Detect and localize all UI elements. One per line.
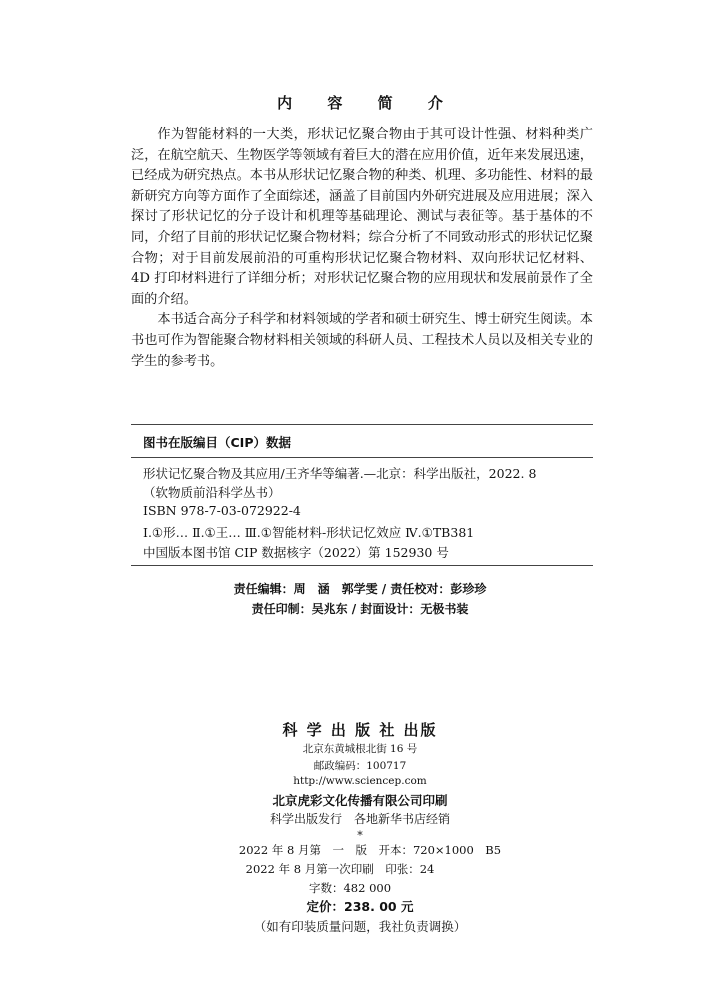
credits-line-1: 责任编辑：周 涵 郭学雯 / 责任校对：彭珍珍: [233, 582, 487, 596]
cip-line-classification: Ⅰ.①形… Ⅱ.①王… Ⅲ.①智能材料-形状记忆效应 Ⅳ.①TB381: [143, 525, 475, 540]
publisher-postcode: 邮政编码：100717: [313, 760, 407, 772]
section-heading: 内 容 简 介: [277, 94, 458, 112]
quality-notice: （如有印装质量问题，我社负责调换）: [253, 919, 467, 934]
cip-line-cip-number: 中国版本图书馆 CIP 数据核字（2022）第 152930 号: [143, 545, 449, 560]
separator-star: *: [357, 829, 363, 842]
cip-line-isbn: ISBN 978-7-03-072922-4: [143, 503, 301, 518]
intro-text: [131, 125, 593, 372]
publisher-url: http://www.sciencep.com: [293, 775, 427, 787]
distribution-line: 科学出版发行 各地新华书店经销: [269, 812, 450, 826]
cip-divider: [131, 457, 593, 458]
intro-paragraph-1: 作为智能材料的一大类，形状记忆聚合物由于其可设计性强、材料种类广泛，在航空航天、生物医学等领域有着巨大的潜在应用价值，近年来发展迅速，已经成为研究热点。本书从形状记忆聚合物的种类、机理、多功能性、材料的最新研究方向等方面作了全面综述，涵盖了目前国内外研究进展及应用进展；深入探讨了形状记忆的分子设计和机理等基础理论、测试与表征等。基于基体的不同，介绍了目前的形状记忆聚合物材料；综合分析了不同致动形式的形状记忆聚合物；对于目前发展前沿的可重构形状记忆聚合物材料、双向形状记忆材料、4D 打印材料进行了详细分析；对形状记忆聚合物的应用现状和发展前景作了全面的介绍。: [131, 127, 593, 307]
cip-title: 图书在版编目（CIP）数据: [143, 435, 291, 450]
printing-line: 2022 年 8 月第一次印刷 印张：24: [245, 862, 435, 876]
word-count: 字数：482 000: [308, 881, 392, 895]
cip-line-series: （软物质前沿科学丛书）: [143, 485, 281, 500]
publisher-name: 科 学 出 版 社 出版: [282, 721, 438, 739]
cip-line-title: 形状记忆聚合物及其应用/王齐华等编著.—北京：科学出版社，2022. 8: [143, 466, 537, 481]
publisher-address: 北京东黄城根北街 16 号: [302, 743, 418, 755]
intro-paragraph-2: 本书适合高分子科学和材料领域的学者和硕士研究生、博士研究生阅读。本书也可作为智能聚合物材料相关领域的科研人员、工程技术人员以及相关专业的学生的参考书。: [131, 312, 593, 369]
price: 定价：238. 00 元: [306, 899, 414, 914]
printer-name: 北京虎彩文化传播有限公司印刷: [272, 793, 448, 808]
cip-data-box: [131, 424, 593, 566]
edition-line: 2022 年 8 月第 一 版 开本：720×1000 B5: [238, 843, 502, 857]
credits-line-2: 责任印制：吴兆东 / 封面设计：无极书装: [251, 602, 469, 616]
